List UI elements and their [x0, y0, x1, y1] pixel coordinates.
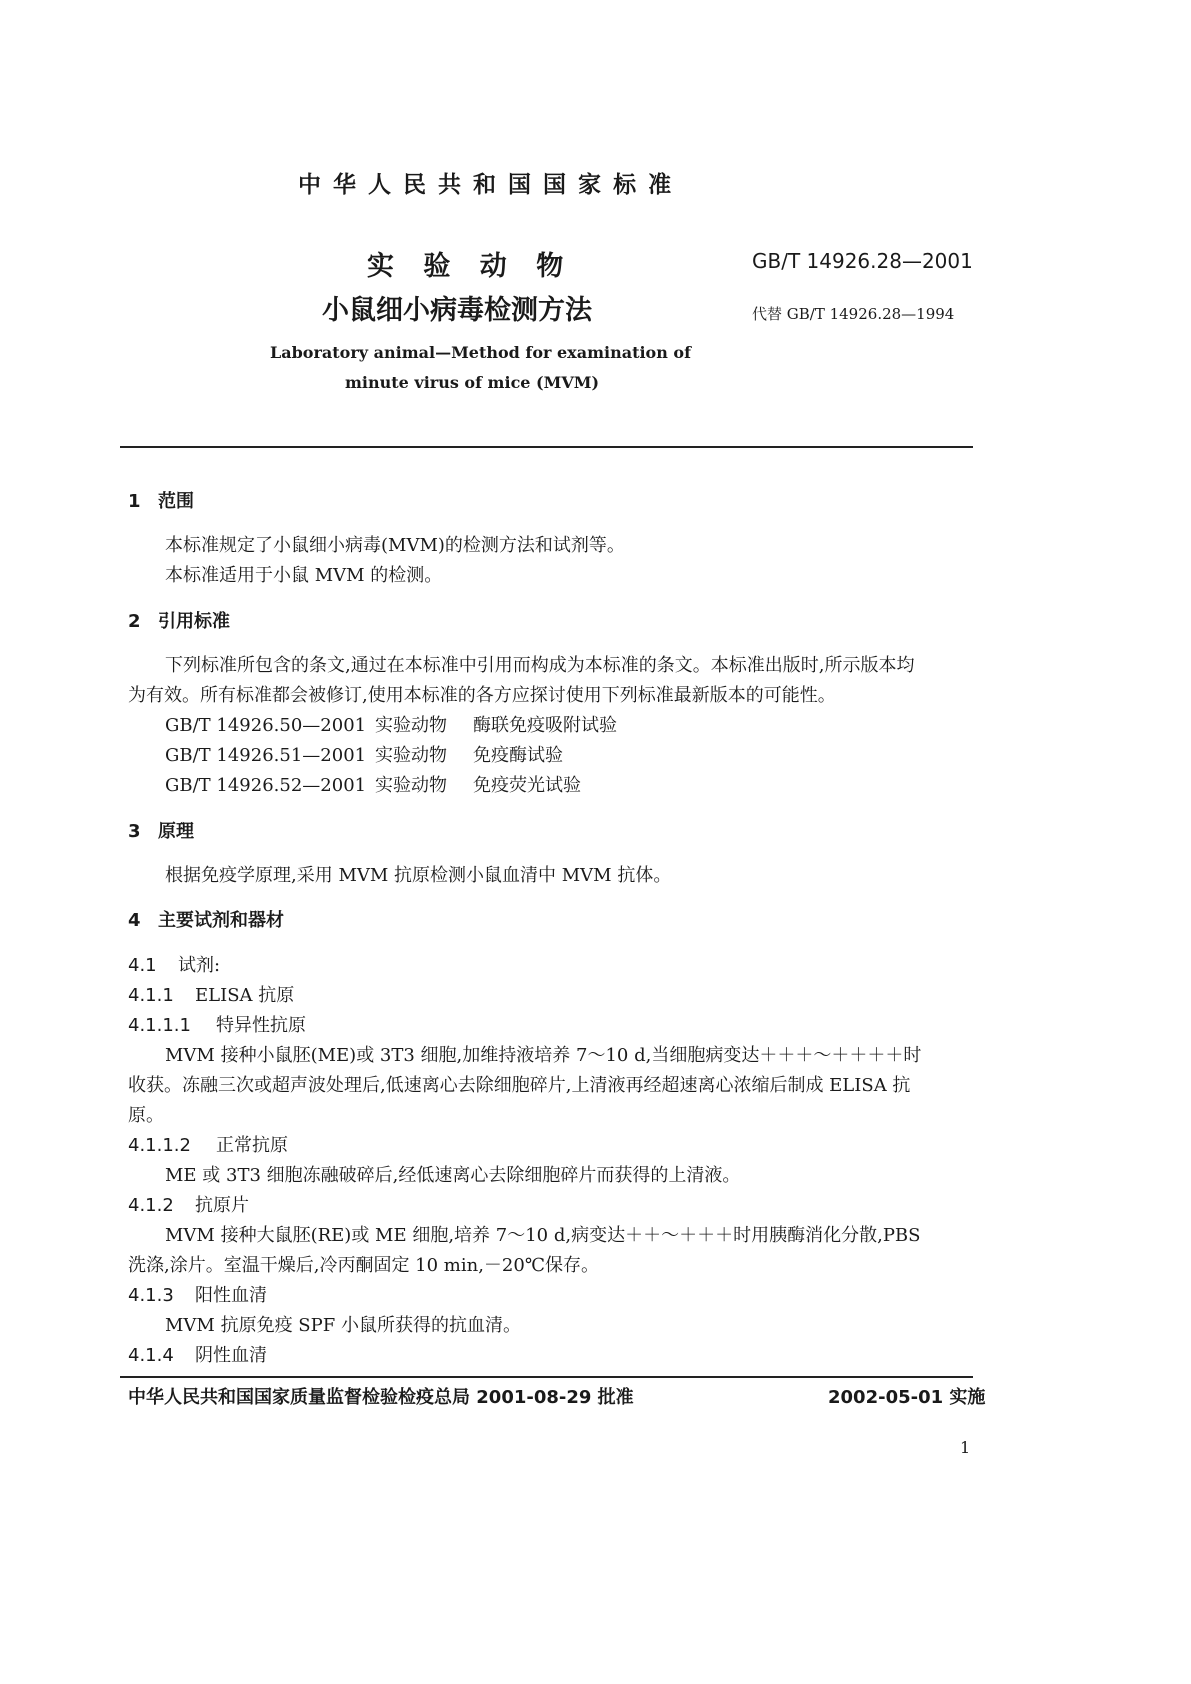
title-chinese-line2: 小鼠细小病毒检测方法: [322, 295, 592, 326]
title-english-line1: Laboratory animal—Method for examination of: [270, 343, 691, 362]
section-1-paragraph-2: 本标准适用于小鼠 MVM 的检测。: [165, 565, 443, 586]
replaces-standard: 代替 GB/T 14926.28—1994: [752, 305, 955, 323]
subsection-4-1-1-2-line1: ME 或 3T3 细胞冻融破碎后,经低速离心去除细胞碎片而获得的上清液。: [165, 1165, 741, 1186]
section-2-paragraph-line1: 下列标准所包含的条文,通过在本标准中引用而构成为本标准的条文。本标准出版时,所示版本均: [165, 655, 915, 676]
subsection-4-1-1-heading: 4.1.1 ELISA 抗原: [128, 985, 295, 1006]
reference-item: GB/T 14926.52—2001 实验动物 免疫荧光试验: [165, 775, 581, 796]
section-2-paragraph-line2: 为有效。所有标准都会被修订,使用本标准的各方应探讨使用下列标准最新版本的可能性。: [128, 685, 836, 706]
subsection-4-1-2-line2: 洗涤,涂片。室温干燥后,冷丙酮固定 10 min,－20℃保存。: [128, 1255, 599, 1276]
subsection-4-1-2-heading: 4.1.2 抗原片: [128, 1195, 249, 1216]
footer-divider: [120, 1376, 973, 1378]
subsection-4-1-heading: 4.1 试剂:: [128, 955, 221, 976]
subsection-4-1-1-1-heading: 4.1.1.1 特异性抗原: [128, 1015, 306, 1036]
page-number: 1: [960, 1438, 971, 1457]
standard-code: GB/T 14926.28—2001: [752, 249, 973, 273]
subsection-4-1-1-2-heading: 4.1.1.2 正常抗原: [128, 1135, 288, 1156]
section-4-heading: 4 主要试剂和器材: [128, 910, 284, 931]
subsection-4-1-2-line1: MVM 接种大鼠胚(RE)或 ME 细胞,培养 7～10 d,病变达＋＋～＋＋＋时用胰酶消化分散,PBS: [165, 1225, 921, 1246]
section-3-paragraph: 根据免疫学原理,采用 MVM 抗原检测小鼠血清中 MVM 抗体。: [165, 865, 672, 886]
subsection-4-1-4-heading: 4.1.4 阴性血清: [128, 1345, 267, 1366]
title-chinese-line1: 实 验 动 物: [367, 251, 574, 282]
subsection-4-1-1-1-line3: 原。: [128, 1105, 164, 1126]
effective-date: 2002-05-01 实施: [828, 1387, 986, 1408]
section-1-heading: 1 范围: [128, 491, 194, 512]
reference-item: GB/T 14926.51—2001 实验动物 免疫酶试验: [165, 745, 563, 766]
subsection-4-1-3-heading: 4.1.3 阳性血清: [128, 1285, 267, 1306]
section-3-heading: 3 原理: [128, 821, 194, 842]
section-2-heading: 2 引用标准: [128, 611, 230, 632]
title-english-line2: minute virus of mice (MVM): [345, 373, 600, 392]
national-standard-heading: 中 华 人 民 共 和 国 国 家 标 准: [298, 172, 674, 198]
section-1-paragraph-1: 本标准规定了小鼠细小病毒(MVM)的检测方法和试剂等。: [165, 535, 625, 556]
approval-line: 中华人民共和国国家质量监督检验检疫总局 2001-08-29 批准: [128, 1387, 634, 1408]
header-divider: [120, 446, 973, 448]
reference-item: GB/T 14926.50—2001 实验动物 酶联免疫吸附试验: [165, 715, 617, 736]
subsection-4-1-1-1-line1: MVM 接种小鼠胚(ME)或 3T3 细胞,加维持液培养 7～10 d,当细胞病变达＋＋＋～＋＋＋＋时: [165, 1045, 922, 1066]
subsection-4-1-3-line1: MVM 抗原免疫 SPF 小鼠所获得的抗血清。: [165, 1315, 521, 1336]
subsection-4-1-1-1-line2: 收获。冻融三次或超声波处理后,低速离心去除细胞碎片,上清液再经超速离心浓缩后制成 ELISA 抗: [128, 1075, 911, 1096]
